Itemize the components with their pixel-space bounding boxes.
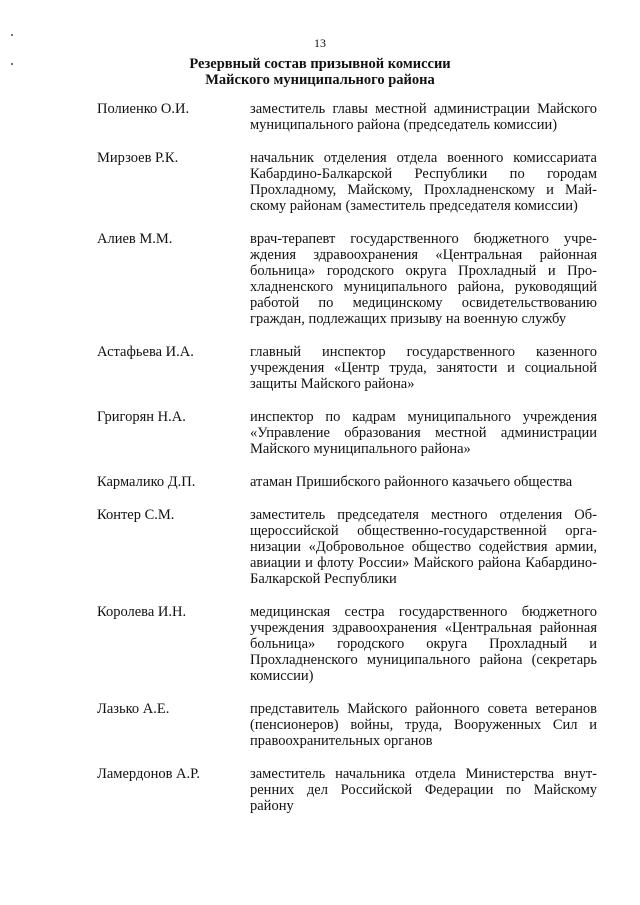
member-role: врач-терапевт государственного бюджетного учреждения здравоохранения «Центральная районная больница» городского округа Прохладный и Прохладненского муниципального района, руководящий работой по медицинскому освидетельствованию граждан, подлежащих призыву на военную службу xyxy=(250,231,597,327)
member-name: Кармалико Д.П. xyxy=(97,474,196,490)
member-name: Астафьева И.А. xyxy=(97,344,194,360)
member-row xyxy=(97,507,597,587)
member-name: Королева И.Н. xyxy=(97,604,187,620)
member-row xyxy=(97,604,597,684)
member-row xyxy=(97,409,597,457)
member-row xyxy=(97,474,597,490)
member-name: Полиенко О.И. xyxy=(97,101,190,117)
page-title-line-2: Майского муниципального района xyxy=(205,72,435,88)
member-row xyxy=(97,150,597,214)
member-row xyxy=(97,766,597,814)
member-role: представитель Майского районного совета ветеранов (пенсионеров) войны, труда, Вооруженных Сил и правоохранительных органов xyxy=(250,701,597,749)
page-number: 13 xyxy=(314,36,326,50)
member-role: медицинская сестра государственного бюджетного учреждения здравоохранения «Центральная районная больница» городского округа Прохладный и Прохладненского муниципального района (секретарь комиссии) xyxy=(250,604,597,684)
member-name: Ламердонов А.Р. xyxy=(97,766,201,782)
member-role: заместитель главы местной администрации Майского муниципального района (председатель комиссии) xyxy=(250,101,597,133)
member-role: инспектор по кадрам муниципального учреждения «Управление образования местной администрации Майского муниципального района» xyxy=(250,409,597,457)
member-row xyxy=(97,344,597,392)
member-role: атаман Пришибского районного казачьего общества xyxy=(250,474,573,490)
member-name: Мирзоев Р.К. xyxy=(97,150,179,166)
member-name: Григорян Н.А. xyxy=(97,409,186,425)
page-title-line-1: Резервный состав призывной комиссии xyxy=(189,56,451,72)
member-list xyxy=(97,101,597,831)
member-name: Контер С.М. xyxy=(97,507,175,523)
member-role: начальник отделения отдела военного комиссариата Кабардино-Балкарской Республики по городам Прохладному, Майскому, Прохладненскому и Майскому районам (заместитель председателя комиссии) xyxy=(250,150,597,214)
page-title xyxy=(0,56,640,88)
member-row xyxy=(97,231,597,327)
member-name: Лазько А.Е. xyxy=(97,701,170,717)
member-role: заместитель начальника отдела Министерства внутренних дел Российской Федерации по Майскому району xyxy=(250,766,597,814)
member-role: главный инспектор государственного казенного учреждения «Центр труда, занятости и социальной защиты Майского района» xyxy=(250,344,597,392)
member-row xyxy=(97,101,597,133)
member-name: Алиев М.М. xyxy=(97,231,173,247)
member-row xyxy=(97,701,597,749)
member-role: заместитель председателя местного отделения Общероссийской общественно-государственной организации «Добровольное общество содействия армии, авиации и флоту России» Майского района Кабардино-Балкарской Республики xyxy=(250,507,597,587)
